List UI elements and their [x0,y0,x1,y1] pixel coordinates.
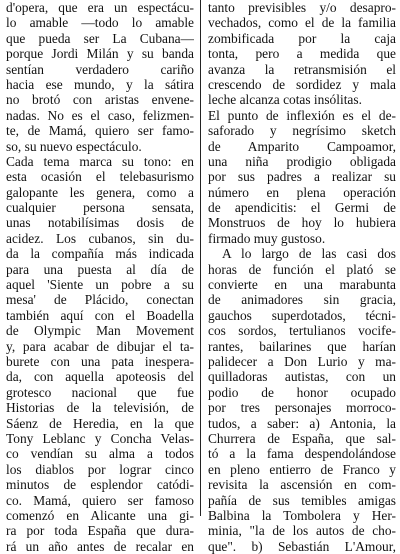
text-line: y, para acabar de dibujar el ta- [6,338,194,354]
text-line: leche alcanza cotas insólitas. [208,92,362,108]
text-line: lo amable —todo lo amable [6,15,194,31]
text-line: sentían verdadero cariño [6,61,194,77]
text-line: de animadores sin gracia, [208,292,396,308]
text-line: Cada tema marca su tono: en [6,153,194,169]
text-line: porque Jordi Milán y su banda [6,46,194,62]
text-line: aquel 'Siente un pobre a su [6,277,194,293]
text-line: ra por toda España que dura- [6,523,194,539]
text-line: so, su nuevo espectáculo. [6,138,142,154]
text-line: co. Mamá, quiero ser famoso [6,492,194,508]
text-line: rá un año antes de recalar en [6,538,194,554]
text-line: número en plena operación [208,184,396,200]
text-line: tudos, a saber: a) Antonia, la [208,415,396,431]
text-line: nadas. No es el caso, felizmen- [6,107,194,123]
text-line: tanto previsibles y/o desapro- [208,0,396,15]
text-line: grotesco nacional que fue [6,384,194,400]
text-line: d'opera, que era un espectácu- [6,0,194,15]
text-line: palidecer a Don Lurio y ma- [208,353,396,369]
text-line: co vendían su alma a todos [6,446,194,462]
text-line: esta ocasión el telebasurismo [6,169,194,185]
text-line: El punto de inflexión es el de- [208,107,396,123]
text-line: avanza la retransmisión el [208,61,396,77]
text-line: que". b) Sebastián L'Amour, [208,538,396,554]
text-line: te, de Mamá, quiero ser famo- [6,123,194,139]
text-line: en pleno entierro de Franco y [208,461,396,477]
text-line: da la compañía más indicada [6,246,194,262]
text-line: zombificada por la caja [208,30,396,46]
text-line: Sáenz de Heredia, en la que [6,415,194,431]
column-divider [200,0,201,516]
text-line: tonta, pero a medida que [208,46,396,62]
text-line: Balbina la Tombolera y Her- [208,507,396,523]
text-line: mesa' de Plácido, conectan [6,292,194,308]
text-line: gauchos superdotados, técni- [208,307,396,323]
text-line: comenzó en Alicante una gi- [6,507,194,523]
text-line: cos sordos, tertulianos vocife- [208,323,396,339]
text-line: minutos de esplendor catódi- [6,477,194,493]
text-line: de apendicitis: el Germi de [208,200,396,216]
text-line: pañía de sus temibles amigas [208,492,396,508]
text-line: da, con aquella apoteosis del [6,369,194,385]
text-line: burete con una pata inespera- [6,353,194,369]
text-line: también aquí con el Boadella [6,307,194,323]
text-line: cualquier persona sensata, [6,200,194,216]
text-line: convierte en una marabunta [208,277,396,293]
text-line: A lo largo de las casi dos [222,246,396,262]
text-line: vechados, como el de la familia [208,15,396,31]
text-line: por sus padres a realizar su [208,169,396,185]
text-line: por tres personajes morroco- [208,400,396,416]
text-line: de Olympic Man Movement [6,323,194,339]
text-line: para una puesta al día de [6,261,194,277]
text-line: Tony Leblanc y Concha Velas- [6,430,194,446]
text-line: acidez. Los cubanos, sin du- [6,230,194,246]
text-line: horas de función el plató se [208,261,396,277]
text-line: rantes, bailarines que harían [208,338,396,354]
text-line: revisita la ascensión en com- [208,477,396,493]
text-line: una niña prodigio obligada [208,153,396,169]
text-line: saforado y negrísimo sketch [208,123,396,139]
text-line: galopante les genera, como a [6,184,194,200]
text-line: que pueda ser La Cubana— [6,30,194,46]
text-line: minia, "la de los autos de cho- [208,523,396,539]
text-line: los diablos por lograr cinco [6,461,194,477]
text-line: crescendo de sordidez y mala [208,76,396,92]
text-line: firmado muy gustoso. [208,230,326,246]
text-line: Monstruos de hoy lo hubiera [208,215,396,231]
text-line: tó a la fama despendolándose [208,446,396,462]
text-line: quilladoras autistas, con un [208,369,396,385]
text-line: podio de honor ocupado [208,384,396,400]
article-column-right [208,0,396,554]
article-column-left [6,0,194,554]
text-line: de Amparito Campoamor, [208,138,396,154]
text-line: Historias de la televisión, de [6,400,194,416]
text-line: unas notabilísimas dosis de [6,215,194,231]
text-line: no brotó con aristas envene- [6,92,194,108]
text-line: hacia ese mundo, y la sátira [6,76,194,92]
text-line: Churrera de España, que sal- [208,430,396,446]
